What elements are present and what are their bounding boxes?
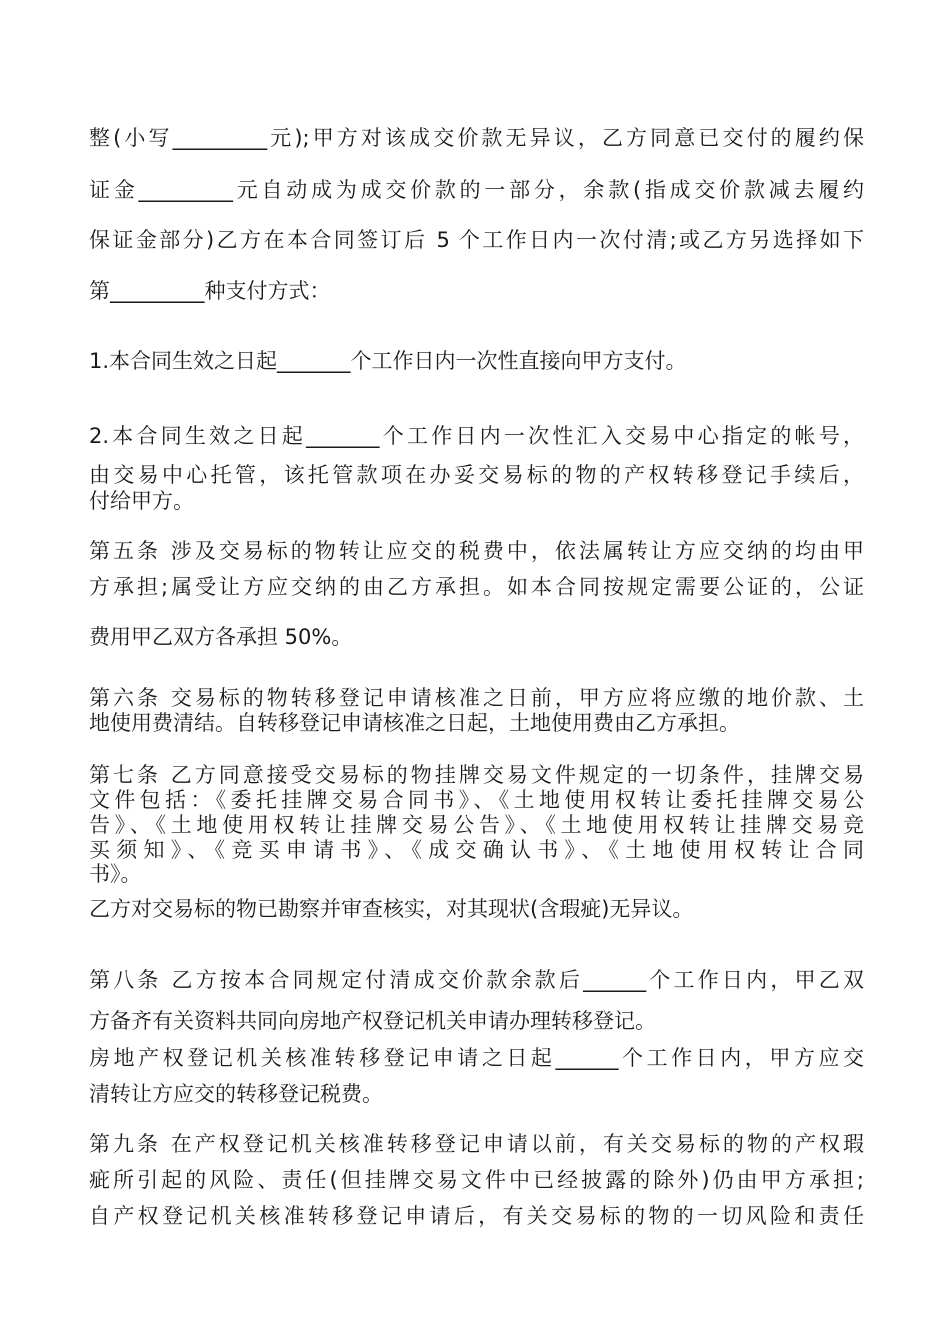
text-line: 证金_________元自动成为成交价款的一部分，余款(指成交价款减去履约: [89, 178, 864, 202]
text-line: 第九条 在产权登记机关核准转移登记申请以前，有关交易标的物的产权瑕: [89, 1132, 864, 1156]
text-line: 自产权登记机关核准转移登记申请后，有关交易标的物的一切风险和责任: [89, 1204, 864, 1228]
text-line: 保证金部分)乙方在本合同签订后 5 个工作日内一次付清;或乙方另选择如下: [89, 228, 864, 252]
text-line: 疵所引起的风险、责任(但挂牌交易文件中已经披露的除外)仍由甲方承担;: [89, 1168, 864, 1192]
text-line: 第五条 涉及交易标的物转让应交的税费中，依法属转让方应交纳的均由甲: [89, 539, 864, 563]
text-line: 书》。: [89, 862, 142, 886]
text-line: 第六条 交易标的物转移登记申请核准之日前，甲方应将应缴的地价款、土: [89, 686, 864, 710]
text-line: 第_________种支付方式：: [89, 279, 331, 303]
text-line: 方备齐有关资料共同向房地产权登记机关申请办理转移登记。: [89, 1009, 656, 1033]
text-line: 房地产权登记机关核准转移登记申请之日起______个工作日内，甲方应交: [89, 1046, 864, 1070]
text-line: 方承担;属受让方应交纳的由乙方承担。如本合同按规定需要公证的，公证: [89, 575, 864, 599]
text-line: 文件包括：《委托挂牌交易合同书》、《土地使用权转让委托挂牌交易公: [89, 788, 864, 812]
text-line: 买须知》、《竞买申请书》、《成交确认书》、《土地使用权转让合同: [89, 838, 864, 862]
text-line: 费用甲乙双方各承担 50%。: [89, 625, 353, 649]
text-line: 乙方对交易标的物已勘察并审查核实，对其现状(含瑕疵)无异议。: [89, 897, 694, 921]
text-line: 付给甲方。: [89, 489, 194, 513]
text-line: 告》、《土地使用权转让挂牌交易公告》、《土地使用权转让挂牌交易竞: [89, 813, 864, 837]
text-line: 由交易中心托管，该托管款项在办妥交易标的物的产权转移登记手续后，: [89, 463, 864, 487]
text-line: 清转让方应交的转移登记税费。: [89, 1082, 383, 1106]
text-line: 第七条 乙方同意接受交易标的物挂牌交易文件规定的一切条件，挂牌交易: [89, 763, 864, 787]
text-line: 1.本合同生效之日起_______个工作日内一次性直接向甲方支付。: [89, 349, 687, 373]
text-line: 整(小写_________元);甲方对该成交价款无异议，乙方同意已交付的履约保: [89, 126, 864, 150]
text-line: 2.本合同生效之日起_______个工作日内一次性汇入交易中心指定的帐号，: [89, 424, 864, 448]
text-line: 第八条 乙方按本合同规定付清成交价款余款后______个工作日内，甲乙双: [89, 968, 864, 992]
text-line: 地使用费清结。自转移登记申请核准之日起，土地使用费由乙方承担。: [89, 711, 740, 735]
